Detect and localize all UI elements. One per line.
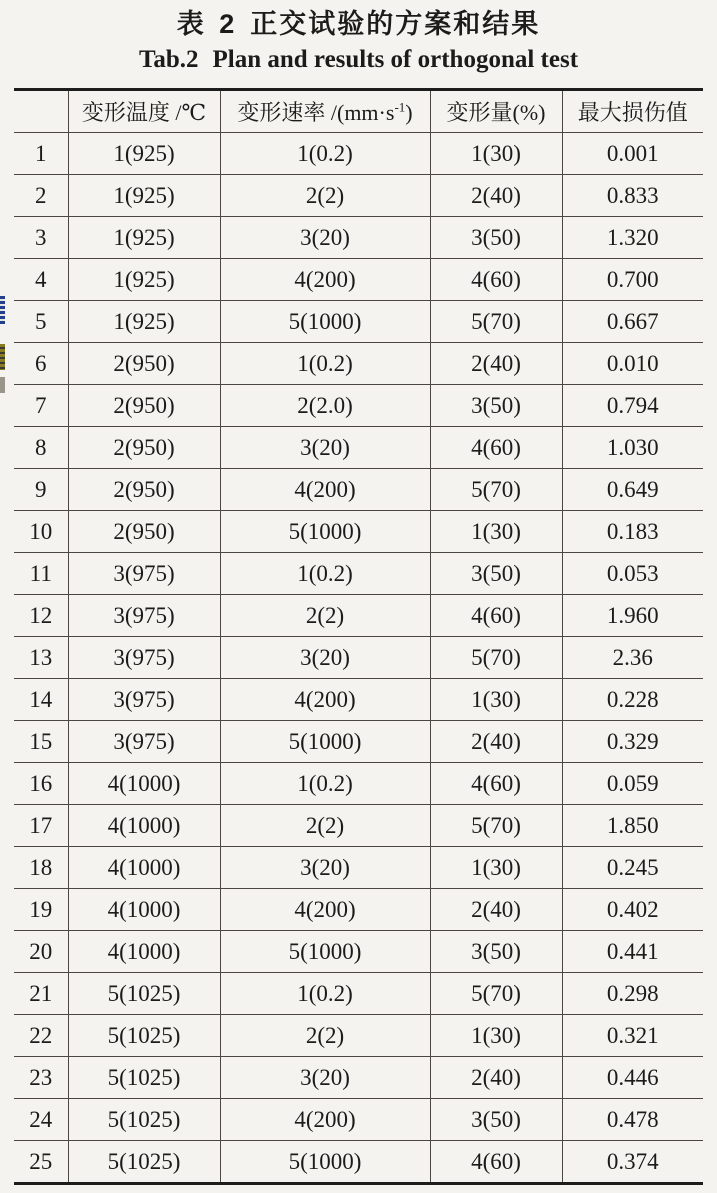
table-row: [14, 175, 703, 217]
cell-damage: 0.700: [562, 259, 703, 301]
cell-rate: 5(1000): [220, 931, 430, 973]
cell-temperature: 3(975): [68, 637, 220, 679]
cell-damage: 0.833: [562, 175, 703, 217]
cell-row-number: 25: [14, 1141, 68, 1184]
table-row: [14, 679, 703, 721]
cell-amount: 2(40): [430, 889, 562, 931]
cell-damage: 1.850: [562, 805, 703, 847]
table-row: [14, 259, 703, 301]
cell-damage: 0.441: [562, 931, 703, 973]
cell-temperature: 4(1000): [68, 805, 220, 847]
cell-row-number: 11: [14, 553, 68, 595]
cell-row-number: 10: [14, 511, 68, 553]
table-row: [14, 1057, 703, 1099]
cell-rate: 5(1000): [220, 301, 430, 343]
cell-amount: 5(70): [430, 301, 562, 343]
table-row: [14, 1015, 703, 1057]
table-title-en: [0, 44, 717, 76]
cell-amount: 5(70): [430, 805, 562, 847]
cell-temperature: 3(975): [68, 553, 220, 595]
cell-row-number: 18: [14, 847, 68, 889]
cell-rate: 3(20): [220, 217, 430, 259]
cell-temperature: 2(950): [68, 469, 220, 511]
cell-temperature: 4(1000): [68, 931, 220, 973]
cell-row-number: 13: [14, 637, 68, 679]
header-rate: [220, 90, 430, 133]
header-damage: 最大损伤值: [562, 90, 703, 133]
cell-amount: 1(30): [430, 847, 562, 889]
cell-rate: 2(2): [220, 175, 430, 217]
cell-amount: 3(50): [430, 1099, 562, 1141]
table-row: [14, 217, 703, 259]
cell-damage: 0.667: [562, 301, 703, 343]
table-row: [14, 427, 703, 469]
cell-amount: 1(30): [430, 133, 562, 175]
cell-temperature: 2(950): [68, 427, 220, 469]
cell-damage: 0.001: [562, 133, 703, 175]
cell-rate: 1(0.2): [220, 973, 430, 1015]
cell-amount: 2(40): [430, 343, 562, 385]
cell-amount: 1(30): [430, 511, 562, 553]
cell-damage: 2.36: [562, 637, 703, 679]
table-body: [14, 133, 703, 1184]
cell-row-number: 20: [14, 931, 68, 973]
cell-temperature: 5(1025): [68, 1057, 220, 1099]
cell-amount: 1(30): [430, 1015, 562, 1057]
cell-temperature: 5(1025): [68, 1141, 220, 1184]
cell-rate: 5(1000): [220, 721, 430, 763]
cell-row-number: 12: [14, 595, 68, 637]
cell-damage: 0.478: [562, 1099, 703, 1141]
cell-row-number: 9: [14, 469, 68, 511]
table-row: [14, 847, 703, 889]
cell-amount: 3(50): [430, 553, 562, 595]
header-amount: 变形量(%): [430, 90, 562, 133]
cell-damage: 0.059: [562, 763, 703, 805]
cell-row-number: 15: [14, 721, 68, 763]
scan-artifact: [0, 344, 5, 370]
cell-rate: 1(0.2): [220, 763, 430, 805]
cell-temperature: 1(925): [68, 217, 220, 259]
cell-rate: 4(200): [220, 259, 430, 301]
cell-row-number: 16: [14, 763, 68, 805]
cell-amount: 4(60): [430, 595, 562, 637]
table-row: [14, 469, 703, 511]
cell-amount: 4(60): [430, 427, 562, 469]
cell-row-number: 3: [14, 217, 68, 259]
cell-rate: 5(1000): [220, 1141, 430, 1184]
cell-temperature: 3(975): [68, 595, 220, 637]
cell-temperature: 2(950): [68, 511, 220, 553]
cell-row-number: 8: [14, 427, 68, 469]
cell-row-number: 7: [14, 385, 68, 427]
cell-temperature: 4(1000): [68, 763, 220, 805]
cell-row-number: 17: [14, 805, 68, 847]
cell-temperature: 1(925): [68, 301, 220, 343]
cell-rate: 2(2): [220, 805, 430, 847]
cell-damage: 1.320: [562, 217, 703, 259]
cell-temperature: 5(1025): [68, 1099, 220, 1141]
cell-row-number: 23: [14, 1057, 68, 1099]
cell-rate: 1(0.2): [220, 133, 430, 175]
cell-damage: 0.446: [562, 1057, 703, 1099]
cell-row-number: 21: [14, 973, 68, 1015]
table-row: [14, 889, 703, 931]
header-rate-suffix: ): [405, 100, 413, 125]
table-title-zh-text: 正交试验的方案和结果: [250, 9, 541, 39]
cell-temperature: 4(1000): [68, 889, 220, 931]
cell-amount: 3(50): [430, 931, 562, 973]
cell-damage: 1.030: [562, 427, 703, 469]
cell-damage: 0.374: [562, 1141, 703, 1184]
table-title-en-label: Tab.2: [138, 46, 199, 73]
table-row: [14, 385, 703, 427]
cell-amount: 5(70): [430, 637, 562, 679]
cell-rate: 4(200): [220, 679, 430, 721]
cell-rate: 2(2): [220, 1015, 430, 1057]
cell-row-number: 22: [14, 1015, 68, 1057]
table-row: [14, 511, 703, 553]
table-row: [14, 133, 703, 175]
cell-rate: 3(20): [220, 1057, 430, 1099]
header-rate-prefix: 变形速率 /(mm·s: [237, 100, 395, 125]
cell-damage: 0.321: [562, 1015, 703, 1057]
cell-amount: 2(40): [430, 721, 562, 763]
cell-damage: 0.329: [562, 721, 703, 763]
cell-rate: 5(1000): [220, 511, 430, 553]
header-temperature: 变形温度 /℃: [68, 90, 220, 133]
cell-amount: 3(50): [430, 217, 562, 259]
cell-amount: 1(30): [430, 679, 562, 721]
cell-rate: 2(2): [220, 595, 430, 637]
cell-temperature: 3(975): [68, 679, 220, 721]
cell-damage: 0.245: [562, 847, 703, 889]
orthogonal-test-table: [14, 88, 703, 1185]
cell-rate: 2(2.0): [220, 385, 430, 427]
cell-amount: 5(70): [430, 973, 562, 1015]
cell-rate: 4(200): [220, 889, 430, 931]
cell-amount: 2(40): [430, 1057, 562, 1099]
scan-artifact: [0, 377, 5, 393]
table-row: [14, 931, 703, 973]
cell-temperature: 1(925): [68, 175, 220, 217]
table-title-zh: [0, 0, 717, 41]
table-row: [14, 1141, 703, 1184]
table-row: [14, 343, 703, 385]
cell-row-number: 19: [14, 889, 68, 931]
cell-row-number: 1: [14, 133, 68, 175]
cell-rate: 4(200): [220, 469, 430, 511]
cell-row-number: 24: [14, 1099, 68, 1141]
cell-temperature: 2(950): [68, 343, 220, 385]
cell-temperature: 5(1025): [68, 973, 220, 1015]
cell-rate: 3(20): [220, 847, 430, 889]
table-row: [14, 805, 703, 847]
table-title-en-text: Plan and results of orthogonal test: [212, 46, 579, 73]
table-row: [14, 1099, 703, 1141]
cell-damage: 0.228: [562, 679, 703, 721]
cell-rate: 4(200): [220, 1099, 430, 1141]
cell-rate: 3(20): [220, 427, 430, 469]
table-row: [14, 721, 703, 763]
table-row: [14, 595, 703, 637]
cell-amount: 3(50): [430, 385, 562, 427]
cell-temperature: 1(925): [68, 133, 220, 175]
cell-rate: 3(20): [220, 637, 430, 679]
cell-temperature: 5(1025): [68, 1015, 220, 1057]
header-row: [14, 90, 703, 133]
cell-temperature: 1(925): [68, 259, 220, 301]
cell-row-number: 4: [14, 259, 68, 301]
cell-damage: 1.960: [562, 595, 703, 637]
table-row: [14, 301, 703, 343]
cell-amount: 4(60): [430, 763, 562, 805]
table-row: [14, 973, 703, 1015]
cell-amount: 4(60): [430, 1141, 562, 1184]
cell-amount: 5(70): [430, 469, 562, 511]
header-rate-superscript: -1: [394, 99, 406, 115]
table-row: [14, 763, 703, 805]
cell-rate: 1(0.2): [220, 553, 430, 595]
cell-damage: 0.298: [562, 973, 703, 1015]
header-index: [14, 90, 68, 133]
cell-temperature: 4(1000): [68, 847, 220, 889]
cell-damage: 0.794: [562, 385, 703, 427]
scan-artifact: [0, 296, 5, 324]
cell-damage: 0.183: [562, 511, 703, 553]
table-row: [14, 553, 703, 595]
cell-amount: 2(40): [430, 175, 562, 217]
cell-damage: 0.053: [562, 553, 703, 595]
cell-damage: 0.402: [562, 889, 703, 931]
cell-row-number: 6: [14, 343, 68, 385]
cell-row-number: 5: [14, 301, 68, 343]
table-row: [14, 637, 703, 679]
cell-damage: 0.649: [562, 469, 703, 511]
table-title-zh-label: 表 2: [176, 9, 239, 39]
cell-temperature: 2(950): [68, 385, 220, 427]
cell-row-number: 2: [14, 175, 68, 217]
cell-temperature: 3(975): [68, 721, 220, 763]
cell-damage: 0.010: [562, 343, 703, 385]
cell-amount: 4(60): [430, 259, 562, 301]
cell-rate: 1(0.2): [220, 343, 430, 385]
cell-row-number: 14: [14, 679, 68, 721]
